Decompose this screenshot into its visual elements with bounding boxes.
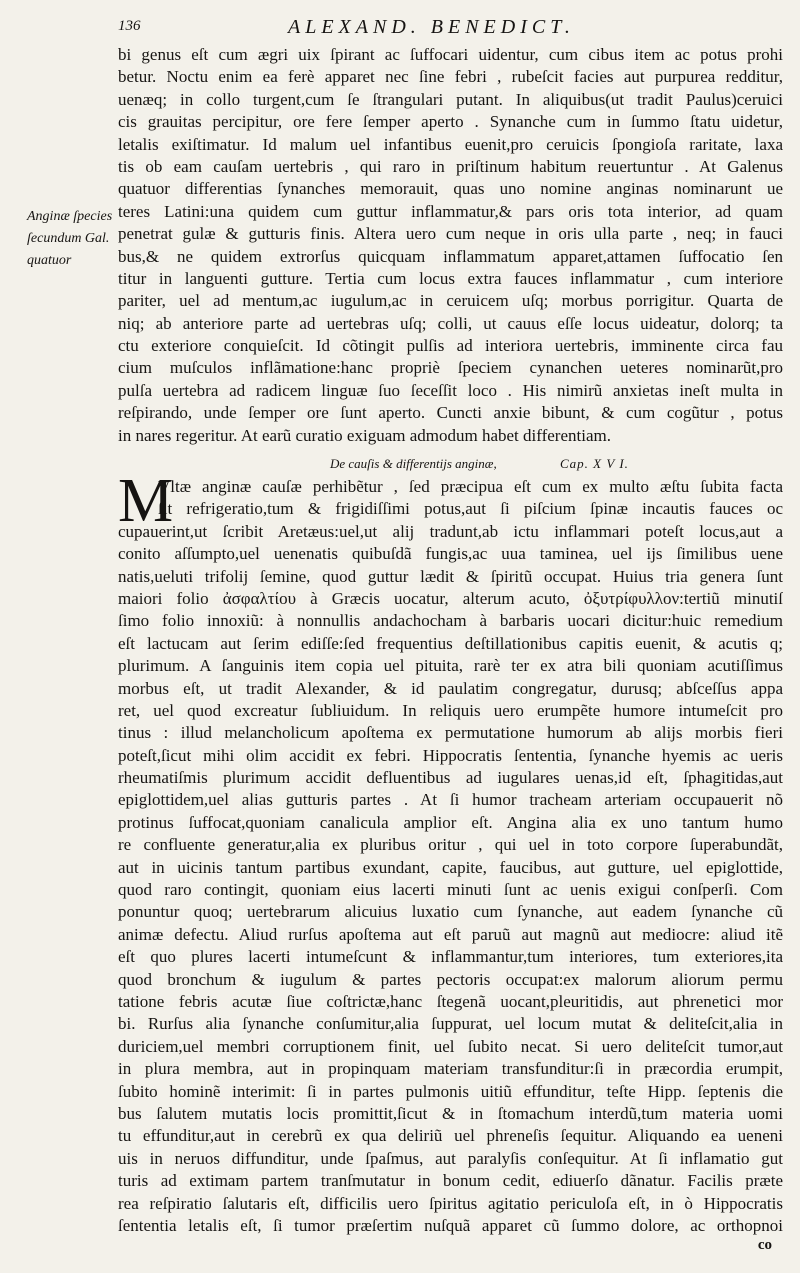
- text-line: quod bronchum & iugulum & partes pectoris occupat:ex malorum aliorum permu: [118, 969, 783, 989]
- text-line: letalis exiſtimatur. Id malum uel infantibus euenit,pro ceruicis ſpongioſa raritate, laxa: [118, 134, 783, 154]
- text-line: ſubito hominẽ interimit: ſi in partes pulmonis uitiũ effunditur, teſte Hipp. ſeptenis die: [118, 1081, 783, 1101]
- text-line: ponuntur quoq; uertebrarum alicuius luxatio cum ſynanche, aut eadem ſynanche cũ: [118, 902, 783, 922]
- text-line: reſpirando, unde ſemper ore ſunt aperto. Cuncti anxie bibunt, & cum cogũtur , potus: [118, 403, 783, 423]
- text-line: penetrat gulæ & gutturis finis. Altera uero cum neque in oris ulla parte , neq; in fauci: [118, 224, 783, 244]
- text-line: cupauerint,ut ſcribit Aretæus:uel,ut alij tradunt,ab ictu inflammari poteſt locus,aut a: [118, 521, 783, 541]
- text-line: uenæq; in collo turgent,cum ſe ſtrangulari putant. In aliquibus(ut tradit Paulus)ceruici: [118, 89, 783, 109]
- text-line: natis,ueluti trifolij ſemine, quod guttur lædit & ſpiritũ occupat. Huius tria genera ſunt: [118, 566, 783, 586]
- text-block-1: [118, 44, 783, 447]
- text-line: pulſa uertebra ad radicem linguæ ſuo ſeceſſit loco . His nimirũ anxietas ineſt multa in: [118, 380, 783, 400]
- running-title: ALEXAND. BENEDICT.: [288, 16, 575, 38]
- margin-note-line: Anginæ ſpecies: [27, 209, 113, 224]
- margin-note-line: quatuor: [27, 253, 72, 268]
- text-line: betur. Noctu enim ea ferè apparet nec ſine febri , rubeſcit facies aut purpurea redditur,: [118, 67, 783, 87]
- margin-note: [27, 206, 115, 272]
- text-line: teres Latini:una quidem cum guttur inflammatur,& pars oris tota interior, ad quam: [118, 201, 783, 221]
- text-line: turis ad extimam partem tranſmutatur in bonum cedit, ediuerſo dãnatur. Facilis præte: [118, 1171, 783, 1191]
- text-line: epiglottidem,uel alias gutturis partes . At ſi humor tracheam arteriam occupauerit nõ: [118, 790, 783, 810]
- text-line: uis in neruos diffunditur, unde ſpaſmus, aut paralyſis conſequitur. At ſi inflamatio gut: [118, 1148, 783, 1168]
- text-line: Vltæ anginæ cauſæ perhibẽtur , ſed præcipua eſt cum ex multo æſtu ſubita facta: [158, 477, 783, 496]
- text-line: bus,& ne quidem extrorſus quicquam inflammatum apparet,attamen ſuffocatio ſen: [118, 246, 783, 266]
- text-line: pariter, uel ad mentum,ac iugulum,ac in ceruicem uſq; morbus porrigitur. Quarta de: [118, 291, 783, 311]
- text-line: morbus eſt, ut tradit Alexander, & id paulatim congregatur, durusq; abſceſſus appa: [118, 678, 783, 698]
- text-line: ctu exteriore conquieſcit. Id cõtingit pulſis ad interiora uertebris, imminente circa fau: [118, 336, 783, 356]
- text-line: eſt quo plures lacerti intumeſcunt & inflammantur,tum interiores, tum exteriores,ita: [118, 947, 783, 967]
- text-line: in plura membra, aut in propinquam materiam transfunditur:ſi in præcordia erumpit,: [118, 1059, 783, 1079]
- text-line: bus ſalutem mutatis locis promittit,ſicut & in ſtomachum interdũ,tum materia uomi: [118, 1103, 783, 1123]
- text-line: maiori folio ἀσφαλτίου à Græcis uocatur, alterum acuto, ὀξυτρίφυλλον:tertiũ minutiſ: [118, 588, 783, 608]
- text-line: protinus ſuffocat,quoniam canalicula amplior eſt. Angina alia ex uno tantum humo: [118, 812, 783, 832]
- text-line: quod raro contingit, quoniam eius lacerti minuti ſunt ac uenis exigui conſperſi. Com: [118, 880, 783, 900]
- text-line: rea reſpiratio ſalutaris eſt, difficilis uero ſpiritus agitatio periculoſa eſt, in ò Hippocratis: [118, 1193, 783, 1213]
- text-line: ſimo folio innoxiũ: à nonnullis andachocham à barbaris uocari dicitur:huic remedium: [118, 611, 783, 631]
- text-line: re confluente generatur,alia ex pluribus oritur , qui uel in toto corpore ſuperabundãt,: [118, 835, 783, 855]
- catchword: co: [757, 1237, 772, 1253]
- text-line: poteſt,ſicut mihi olim accidit ex febri. Hippocratis ſententia, ſynanche hyemis ac ueris: [118, 745, 783, 765]
- margin-note-line: ſecundum Gal.: [27, 231, 110, 246]
- text-line: niq; ab anteriore parte ad uertebras uſq; colli, ut cauus eſſe locus uideatur, dolorq; ta: [118, 313, 783, 333]
- text-line: conito aſſumpto,uel uenenatis quibuſdã fungis,ac uua taminea, uel ijs ſimilibus uene: [118, 544, 783, 564]
- page-number: 136: [118, 18, 141, 34]
- text-line: cis grauitas percipitur, ore fere ſemper aperto . Synanche cum in ſummo ſtatu uidetur,: [118, 112, 783, 132]
- chapter-title: De cauſis & differentijs anginæ,: [330, 456, 497, 471]
- text-line: ſententia letalis eſt, ſi tumor præſertim nuſquã apparet cũ ſummo dolore, ac orthopnoi: [118, 1215, 783, 1235]
- chapter-heading: [118, 454, 783, 474]
- text-line: rheumatiſmis plurimum accidit defluentibus ad iugulares uenas,id eſt, ſphagitidas,aut: [118, 768, 783, 788]
- text-line: titur in languenti gutture. Tertia cum locus extra fauces inflammatur , cum interiore: [118, 268, 783, 288]
- text-line: tu effunditur,aut in cerebrũ ex qua deliriũ uel phreneſis ſequitur. Aliquando ea ueneni: [118, 1126, 783, 1146]
- text-line: bi genus eſt cum ægri uix ſpirant ac ſuffocari uidentur, cum cibus item ac potus prohi: [118, 45, 783, 64]
- text-line: bi. Rurſus alia ſynanche conſumitur,alia ſuppurat, uel locum mutat & deliteſcit,alia in: [118, 1014, 783, 1034]
- text-line: ret, uel quod excreatur ſubliuidum. In reliquis uero erumpẽte humore intumeſcit pro: [118, 700, 783, 720]
- text-line: in nares regeritur. At earũ curatio exiguam admodum habet differentiam.: [118, 425, 611, 445]
- text-line: animæ defectu. Aliud rurſus apoſtema aut eſt paruũ aut magnũ aut mediocre: aliud itẽ: [118, 924, 783, 944]
- page-header: [118, 16, 783, 42]
- text-block-2: [118, 476, 783, 1237]
- text-line: tis ob eam cauſam uertebris , qui raro in priſtinum habitum reuertuntur . At Galenus: [118, 156, 783, 176]
- text-line: tinus : illud melancholicum apoſtema ex permutatione humorum ab alijs morbis fieri: [118, 723, 783, 743]
- text-line: cium muſculos inflãmatione:hanc propriè ſpeciem cynanchen ueteres nominarũt,pro: [118, 358, 783, 378]
- text-line: quatuor differentias ſynanches memorauit, quas uno nomine anginas nominarunt ue: [118, 179, 783, 199]
- text-line: plurimum. A ſanguinis item copia uel pituita, rarè ter ex atra bili quoniam acutiſſimus: [118, 656, 783, 676]
- text-line: aut in uicinis tantum partibus exundant, capite, faucibus, aut gutture, uel epiglottide,: [118, 857, 783, 877]
- text-line: ſit refrigeratio,tum & frigidiſſimi potus,aut ſi piſcium ſpinæ incautis fauces oc: [158, 499, 783, 519]
- text-line: duriciem,uel membri corruptionem finit, uel ſubito necat. Si uero deliteſcit tumor,aut: [118, 1036, 783, 1056]
- text-line: eſt lactucam aut ſerim ediſſe:ſed frequentius deſtillationibus capitis euenit, & acutis q;: [118, 633, 783, 653]
- chapter-number: Cap. X V I.: [560, 456, 629, 471]
- text-line: tatione febris acutæ ſiue coſtrictæ,hanc ſtegenã uocant,pleuritidis, aut phrenetici mor: [118, 991, 783, 1011]
- drop-capital: M: [118, 467, 174, 535]
